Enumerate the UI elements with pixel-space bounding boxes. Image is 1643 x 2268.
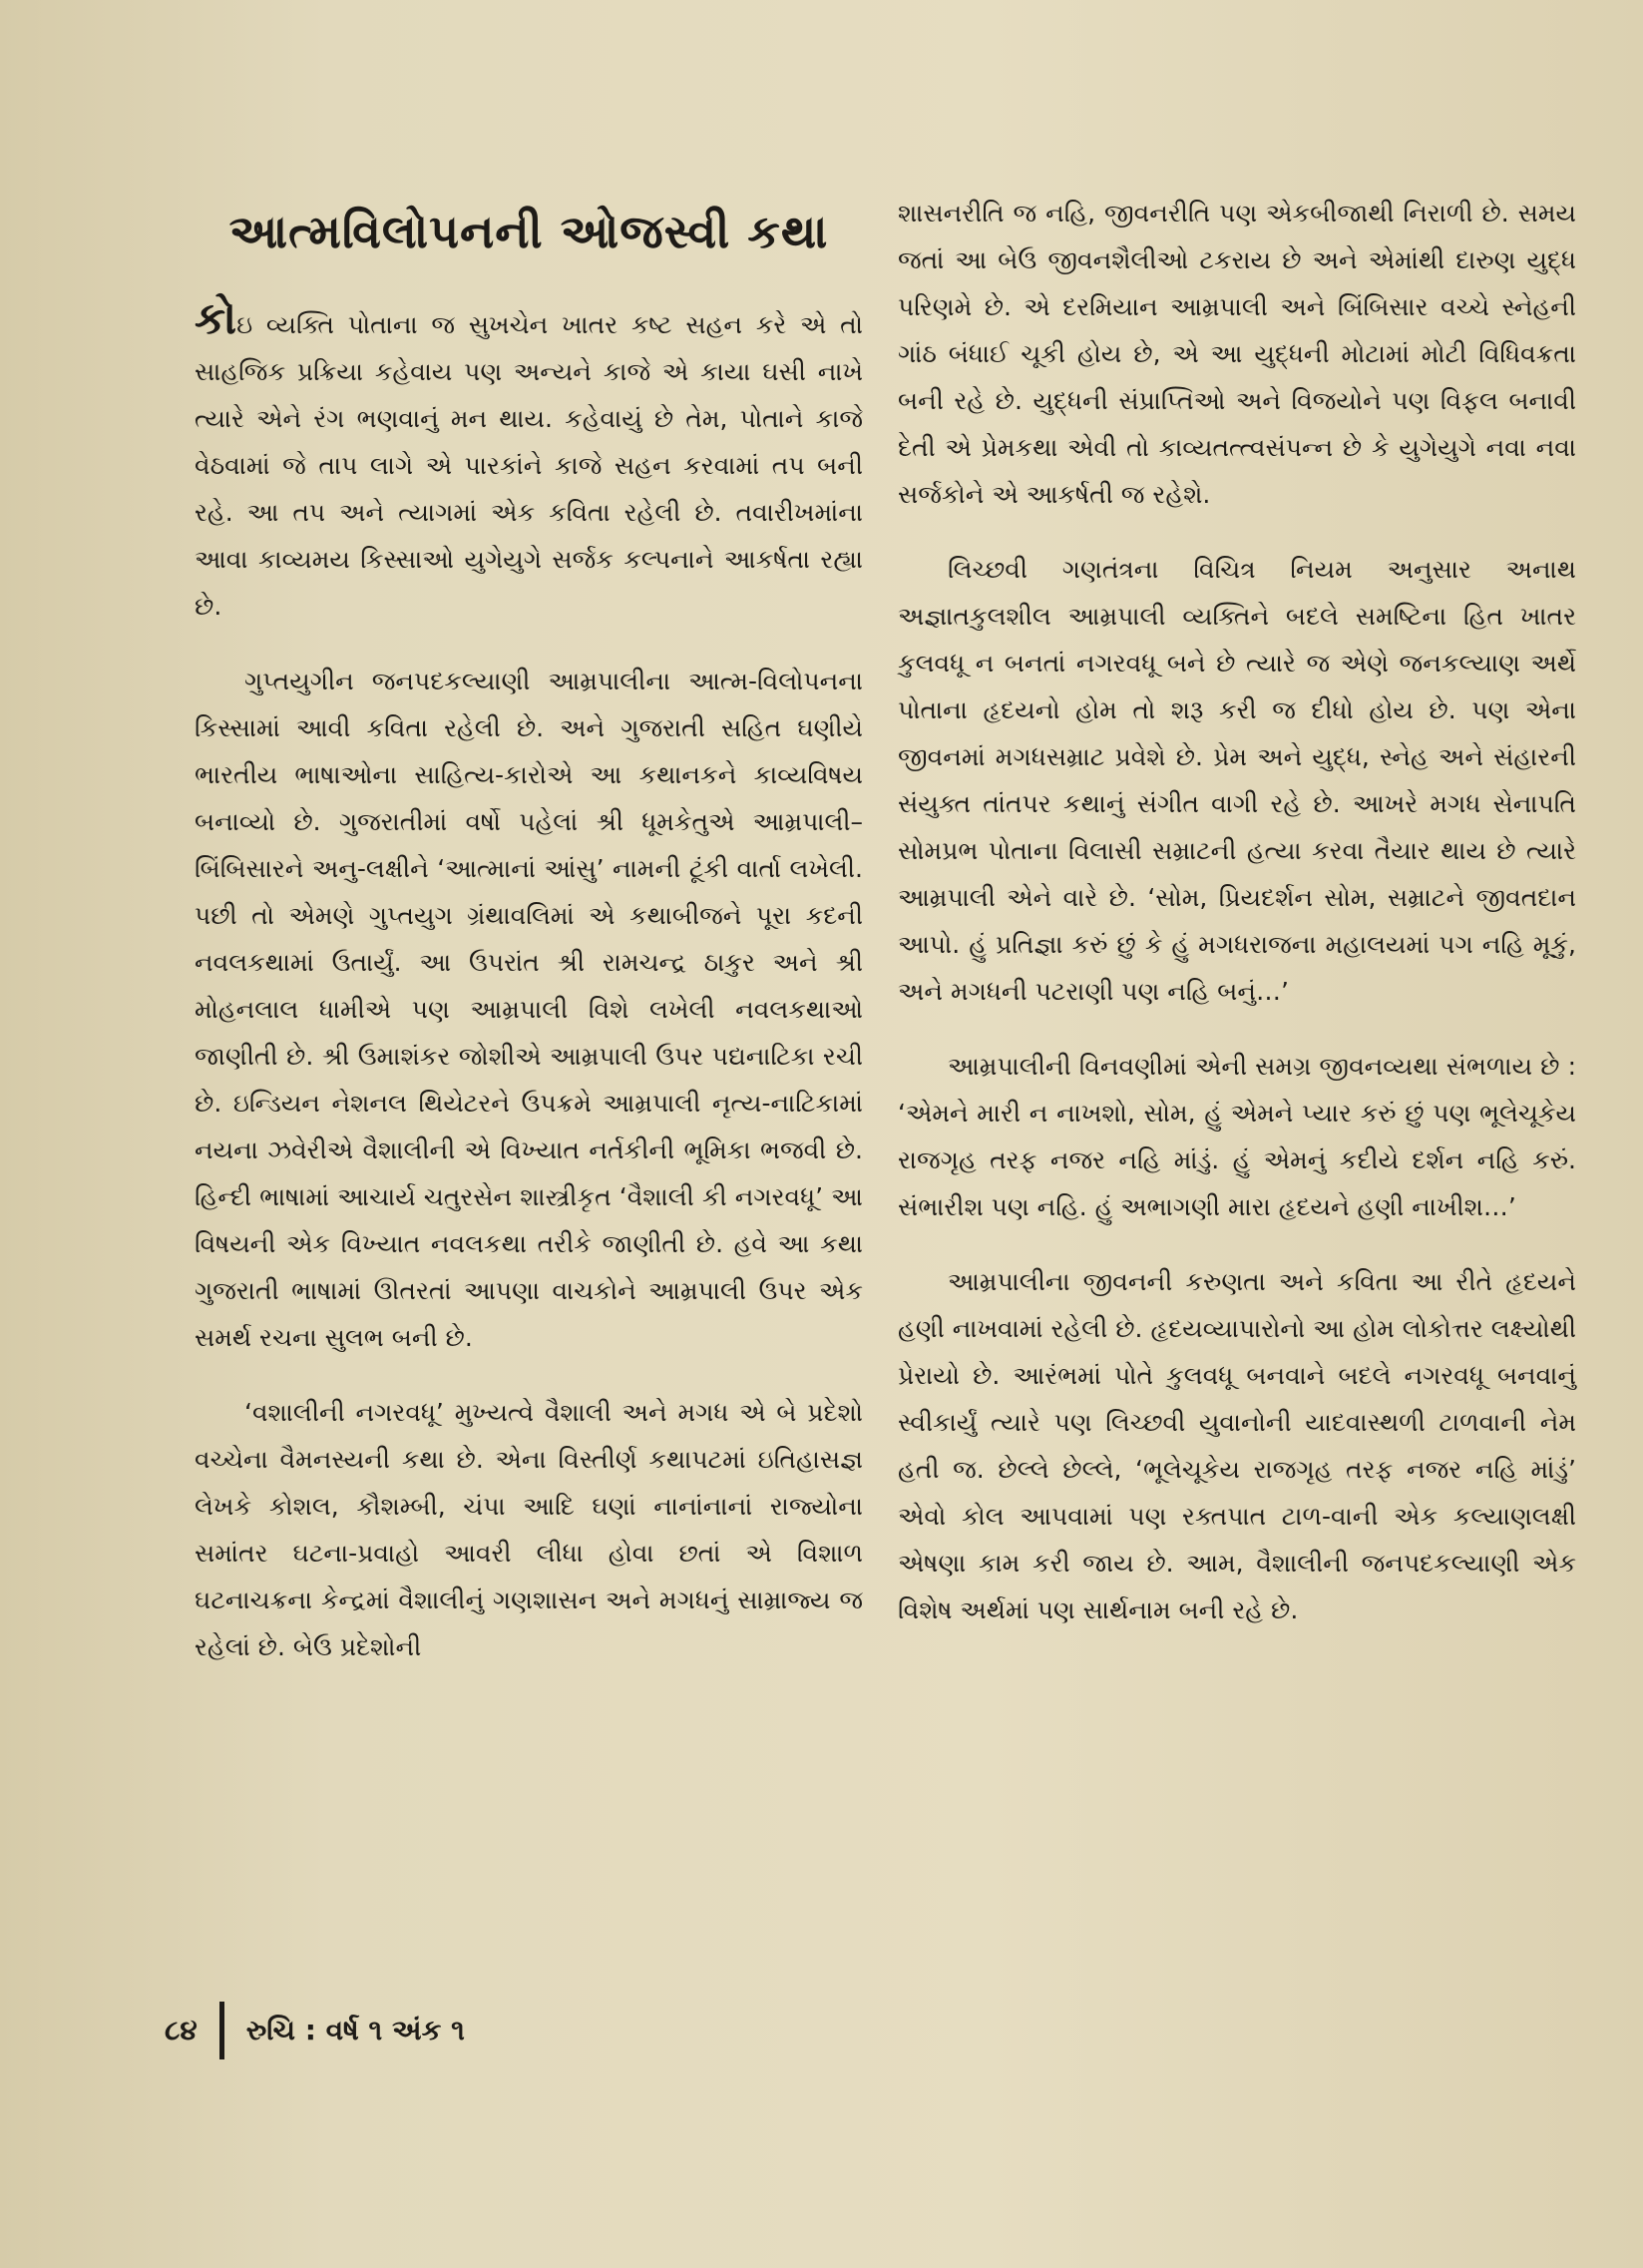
paragraph-3: ‘વશાલીની નગરવધૂ’ મુખ્યત્વે વૈશાલી અને મગધ એ બે પ્રદેશો વચ્ચેના વૈમનસ્યની કથા છે. એના વિસ્તીર્ણ કથાપટમાં ઇતિહાસજ્ઞ લેખકે કોશલ, કૌશમ્બી, ચંપા આદિ ઘણાં નાનાંનાનાં રાજ્યોના સમાંતર ઘટના-પ્રવાહો આવરી લીધા હોવા છતાં એ વિશાળ ઘટનાચક્રના કેન્દ્રમાં વૈશાલીનું ગણશાસન અને મગધનું સામ્રાજ્ય જ રહેલાં છે. બેઉ પ્રદેશોની (195, 1398, 863, 1662)
footer-divider (219, 2002, 224, 2059)
drop-cap: કો (195, 293, 237, 345)
right-column (898, 190, 1576, 1661)
paragraph-7: આમ્રપાલીના જીવનની કરુણતા અને કવિતા આ રીતે હૃદયને હણી નાખવામાં રહેલી છે. હૃદયવ્યાપારોનો આ હોમ લોકોત્તર લક્ષ્યોથી પ્રેરાયો છે. આરંભમાં પોતે કુલવધૂ બનવાને બદલે નગરવધૂ બનવાનું સ્વીકાર્યું ત્યારે પણ લિચ્છવી યુવાનોની યાદવાસ્થળી ટાળવાની નેમ હતી જ. છેલ્લે છેલ્લે, ‘ભૂલેચૂકેય રાજગૃહ તરફ નજર નહિ માંડું’ એવો કોલ આપવામાં પણ રક્તપાત ટાળ-વાની એક કલ્યાણલક્ષી એષણા કામ કરી જાય છે. આમ, વૈશાલીની જનપદકલ્યાણી એક વિશેષ અર્થમાં પણ સાર્થનામ બની રહે છે. (898, 1267, 1576, 1624)
paragraph-1-text: ઇ વ્યક્તિ પોતાના જ સુખચેન ખાતર કષ્ટ સહન કરે એ તો સાહજિક પ્રક્રિયા કહેવાય પણ અન્યને કાજે એ કાયા ઘસી નાખે ત્યારે એને રંગ ભણવાનું મન થાય. કહેવાયું છે તેમ, પોતાને કાજે વેઠવામાં જે તાપ લાગે એ પારકાંને કાજે સહન કરવામાં તપ બની રહે. આ તપ અને ત્યાગમાં એક કવિતા રહેલી છે. તવારીખમાંના આવા કાવ્યમય કિસ્સાઓ યુગેયુગે સર્જક કલ્પનાને આકર્ષતા રહ્યા છે. (195, 310, 863, 622)
page-footer (165, 2001, 465, 2060)
journal-info: રુચિ : વર્ષ ૧ અંક ૧ (245, 2014, 465, 2046)
article-title: આત્મવિલોપનની ઓજસ્વી કથા (228, 205, 829, 258)
page-number: ૮૪ (165, 2014, 198, 2046)
paragraph-1 (195, 293, 863, 630)
paragraph-4: શાસનરીતિ જ નહિ, જીવનરીતિ પણ એકબીજાથી નિરાળી છે. સમય જતાં આ બેઉ જીવનશૈલીઓ ટકરાય છે અને એમાંથી દારુણ યુદ્ધ પરિણમે છે. એ દરમિયાન આમ્રપાલી અને બિંબિસાર વચ્ચે સ્નેહની ગાંઠ બંધાઈ ચૂકી હોય છે, એ આ યુદ્ધની મોટામાં મોટી વિધિવક્રતા બની રહે છે. યુદ્ધની સંપ્રાપ્તિઓ અને વિજયોને પણ વિફલ બનાવી દેતી એ પ્રેમકથા એવી તો કાવ્યતત્ત્વસંપન્ન છે કે યુગેયુગે નવા નવા સર્જકોને એ આકર્ષતી જ રહેશે. (898, 199, 1576, 509)
paragraph-5: લિચ્છવી ગણતંત્રના વિચિત્ર નિયમ અનુસાર અનાથ અજ્ઞાતકુલશીલ આમ્રપાલી વ્યક્તિને બદલે સમષ્ટિના હિત ખાતર કુલવધૂ ન બનતાં નગરવધૂ બને છે ત્યારે જ એણે જનકલ્યાણ અર્થે પોતાના હૃદયનો હોમ તો શરૂ કરી જ દીધો હોય છે. પણ એના જીવનમાં મગધસમ્રાટ પ્રવેશે છે. પ્રેમ અને યુદ્ધ, સ્નેહ અને સંહારની સંયુક્ત તાંતપર કથાનું સંગીત વાગી રહે છે. આખરે મગધ સેનાપતિ સોમપ્રભ પોતાના વિલાસી સમ્રાટની હત્યા કરવા તૈયાર થાય છે ત્યારે આમ્રપાલી એને વારે છે. ‘સોમ, પ્રિયદર્શન સોમ, સમ્રાટને જીવતદાન આપો. હું પ્રતિજ્ઞા કરું છું કે હું મગધરાજના મહાલયમાં પગ નહિ મૂકું, અને મગધની પટરાણી પણ નહિ બનું…’ (898, 555, 1576, 1006)
paragraph-6: આમ્રપાલીની વિનવણીમાં એની સમગ્ર જીવનવ્યથા સંભળાય છે : ‘એમને મારી ન નાખશો, સોમ, હું એમને પ્યાર કરું છું પણ ભૂલેચૂકેય રાજગૃહ તરફ નજર નહિ માંડું. હું એમનું કદીયે દર્શન નહિ કરું. સંભારીશ પણ નહિ. હું અભાગણી મારા હૃદયને હણી નાખીશ…’ (898, 1052, 1576, 1221)
paragraph-2: ગુપ્તયુગીન જનપદકલ્યાણી આમ્રપાલીના આત્મ-વિલોપનના કિસ્સામાં આવી કવિતા રહેલી છે. અને ગુજરાતી સહિત ઘણીયે ભારતીય ભાષાઓના સાહિત્ય-કારોએ આ કથાનકને કાવ્યવિષય બનાવ્યો છે. ગુજરાતીમાં વર્ષો પહેલાં શ્રી ધૂમકેતુએ આમ્રપાલી–બિંબિસારને અનુ-લક્ષીને ‘આત્માનાં આંસુ’ નામની ટૂંકી વાર્તા લખેલી. પછી તો એમણે ગુપ્તયુગ ગ્રંથાવલિમાં એ કથાબીજને પૂરા કદની નવલકથામાં ઉતાર્યું. આ ઉપરાંત શ્રી રામચન્દ્ર ઠાકુર અને શ્રી મોહનલાલ ધામીએ પણ આમ્રપાલી વિશે લખેલી નવલકથાઓ જાણીતી છે. શ્રી ઉમાશંકર જોશીએ આમ્રપાલી ઉપર પદ્યનાટિકા રચી છે. ઇન્ડિયન નેશનલ થિયેટરને ઉપક્રમે આમ્રપાલી નૃત્ય-નાટિકામાં નયના ઝવેરીએ વૈશાલીની એ વિખ્યાત નર્તકીની ભૂમિકા ભજવી છે. હિન્દી ભાષામાં આચાર્ય ચતુરસેન શાસ્ત્રીકૃત ‘વૈશાલી કી નગરવધૂ’ આ વિષયની એક વિખ્યાત નવલકથા તરીકે જાણીતી છે. હવે આ કથા ગુજરાતી ભાષામાં ઊતરતાં આપણા વાચકોને આમ્રપાલી ઉપર એક સમર્થ રચના સુલભ બની છે. (195, 667, 863, 1353)
left-column (195, 195, 863, 1698)
